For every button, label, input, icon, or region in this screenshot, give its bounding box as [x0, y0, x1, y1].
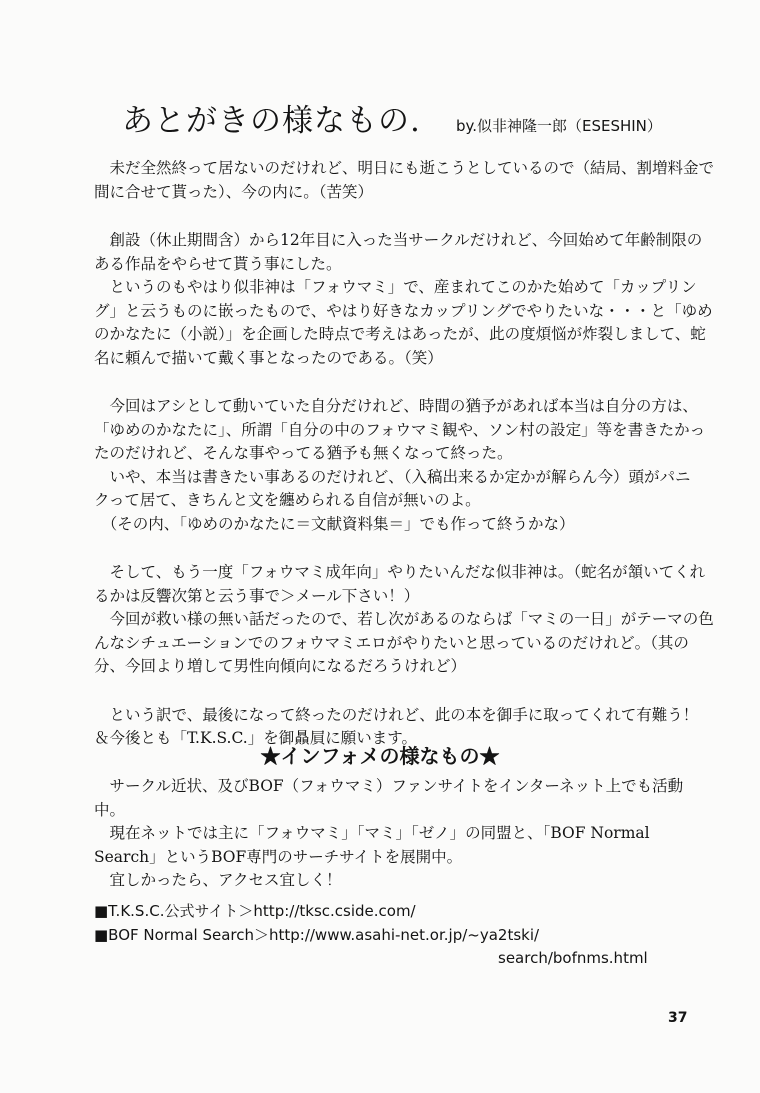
page-title: あとがきの様なもの. — [122, 103, 421, 139]
bof-search-label: ■BOF Normal Search＞ — [94, 925, 269, 944]
text-line: 創設（休止期間含）から12年目に入った当サークルだけれど、今回始めて年齢制限の — [94, 231, 703, 249]
text-line: いや、本当は書きたい事あるのだけれど、（入稿出来るか定かが解らん今）頭がパニ — [94, 467, 691, 486]
paragraph — [94, 395, 706, 536]
official-site-url[interactable]: http://tksc.cside.com/ — [253, 902, 416, 920]
text-line: のかなたに（小説）」を企画した時点で考えはあったが、此の度煩悩が炸裂しまして、蛇 — [94, 325, 706, 343]
bof-search-url[interactable]: http://www.asahi-net.or.jp/~ya2tski/ — [268, 925, 540, 944]
text-line: グ」と云うものに嵌ったもので、やはり好きなカップリングでやりたいな・・・と「ゆめ — [94, 301, 713, 320]
text-line: 今回はアシとして動いていた自分だけれど、時間の猶予があれば本当は自分の方は、 — [94, 397, 698, 415]
author-byline: by.似非神隆一郎（ESESHIN） — [455, 117, 662, 135]
text-line: 間に合せて貰った）、今の内に。（苦笑） — [94, 182, 374, 201]
text-line: 名に頼んで描いて戴く事となったのである。（笑） — [94, 348, 443, 367]
title-row — [122, 95, 662, 140]
official-site-label: ■T.K.S.C.公式サイト＞ — [94, 902, 254, 920]
info-line: サークル近状、及びBOF（フォウマミ）ファンサイトをインターネット上でも活動 — [94, 777, 684, 795]
afterword-body — [94, 157, 715, 776]
info-section-title: ★インフォメの様なもの★ — [260, 744, 500, 768]
bof-search-link-row — [94, 924, 648, 948]
info-line: 中。 — [94, 800, 126, 819]
text-line: たのだけれど、そんな事やってる猶予も無くなって終った。 — [94, 444, 513, 462]
text-line: クって居て、きちんと文を纏められる自信が無いのよ。 — [94, 491, 481, 509]
info-line: Search」というBOF専門のサーチサイトを展開中。 — [94, 847, 463, 866]
paragraph — [94, 561, 714, 679]
text-line: 未だ全然終って居ないのだけれど、明日にも逝こうとしているので（結局、割増料金で — [94, 159, 715, 177]
text-line: そして、もう一度「フォウマミ成年向」やりたいんだな似非神は。（蛇名が頷いてくれ — [94, 563, 706, 581]
bof-search-url-continued[interactable]: search/bofnms.html — [498, 949, 648, 967]
text-line: 分、今回より増して男性向傾向になるだろうけれど） — [94, 657, 467, 675]
text-line: んなシチュエーションでのフォウマミエロがやりたいと思っているのだけれど。（其の — [94, 633, 689, 652]
text-line: るかは反響次第と云う事で＞メール下さい！） — [94, 586, 420, 605]
official-site-link-row — [94, 900, 648, 924]
info-line: 宜しかったら、アクセス宜しく！ — [94, 871, 342, 889]
text-line: （その内、「ゆめのかなたに＝文献資料集＝」でも作って終うかな） — [94, 514, 575, 533]
info-line: 現在ネットでは主に「フォウマミ」「マミ」「ゼノ」の同盟と、「BOF Normal — [94, 824, 650, 842]
text-line: というのもやはり似非神は「フォウマミ」で、産まれてこのかた始めて「カップリン — [94, 278, 697, 296]
text-line: 今回が救い様の無い話だったので、若し次があるのならば「マミの一日」がテーマの色 — [94, 610, 714, 628]
text-line: ある作品をやらせて貰う事にした。 — [94, 254, 342, 273]
text-line: という訳で、最後になって終ったのだけれど、此の本を御手に取ってくれて有難う！ — [94, 705, 699, 724]
text-line: ＆今後とも「T.K.S.C.」を御贔屓に願います。 — [94, 729, 417, 747]
text-line: 「ゆめのかなたに」、所謂「自分の中のフォウマミ観や、ソン村の設定」等を書きたかっ — [94, 420, 706, 439]
link-list — [94, 900, 648, 971]
paragraph — [94, 157, 715, 204]
info-section — [94, 775, 694, 893]
paragraph — [94, 229, 713, 370]
page-number: 37 — [668, 1010, 688, 1026]
